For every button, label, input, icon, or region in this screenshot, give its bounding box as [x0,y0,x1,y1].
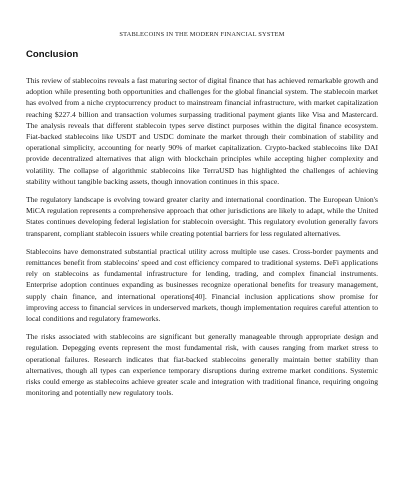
paragraph-risks: The risks associated with stablecoins are significant but generally manageable through appropriate design and regulation. Depegging events represent the most fundamental risk, with causes ranging from market stress to operational failures. Research indicates that fiat-backed stablecoins generally maintain better stability than alternatives, though all types can experience temporary disruptions during extreme market conditions. Systemic risks could emerge as stablecoins achieve greater scale and integration with traditional finance, requiring ongoing monitoring and potentially new regulatory tools. [26,332,378,398]
paragraph-regulation: The regulatory landscape is evolving toward greater clarity and international coordination. The European Union's MiCA regulation represents a comprehensive approach that other jurisdictions are likely to adapt, while the United States continues developing federal legislation for stablecoin oversight. This regulatory evolution generally favors transparent, compliant stablecoin issuers while creating potential barriers for less regulated alternatives. [26,195,378,238]
paragraph-overview: This review of stablecoins reveals a fast maturing sector of digital finance that has achieved remarkable growth and adoption while presenting both opportunities and challenges for the global financial system. The stablecoin market has evolved from a niche cryptocurrency product to mainstream financial infrastructure, with market capitalization reaching $227.4 billion and transaction volumes surpassing traditional payment giants like Visa and Mastercard. The analysis reveals that different stablecoin types serve distinct purposes within the digital finance ecosystem. Fiat-backed stablecoins like USDT and USDC dominate the market through their combination of stability and operational simplicity, accounting for nearly 90% of market capitalization. Crypto-backed stablecoins like DAI provide decentralized alternatives that align with blockchain principles while accepting higher complexity and volatility. The collapse of algorithmic stablecoins like TerraUSD has highlighted the challenges of achieving stability without tangible backing assets, though innovation continues in this space. [26,76,378,186]
running-header: STABLECOINS IN THE MODERN FINANCIAL SYSTEM [119,31,285,38]
paragraph-use-cases: Stablecoins have demonstrated substantial practical utility across multiple use cases. Cross-border payments and remittances benefit from stablecoins' speed and cost efficiency compared to traditional systems. DeFi applications rely on stablecoins as fundamental infrastructure for lending, trading, and complex financial instruments. Enterprise adoption continues expanding as businesses recognize operational benefits for treasury management, supply chain finance, and international operations[40]. Financial inclusion applications show promise for improving access to financial services in underserved markets, though implementation requires careful attention to local conditions and regulatory frameworks. [26,246,378,324]
section-heading: Conclusion [26,49,79,60]
